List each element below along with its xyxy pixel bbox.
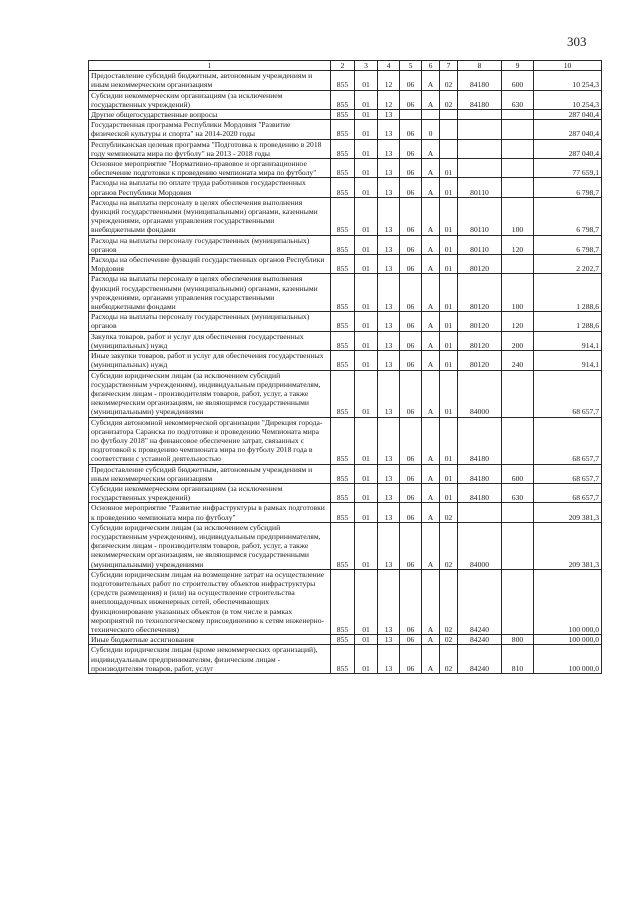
cell-main-activity: 01 — [440, 351, 458, 370]
cell-direction: 80120 — [458, 331, 502, 350]
cell-name: Расходы на обеспечение функций государственных органов Республики Мордовия — [89, 255, 331, 274]
table-row — [89, 312, 602, 331]
cell-direction: 84240 — [458, 645, 502, 674]
cell-subprogram: А — [422, 235, 440, 254]
cell-section: 01 — [355, 569, 378, 634]
cell-admin-code: 855 — [331, 464, 355, 483]
cell-direction: 84180 — [458, 464, 502, 483]
table-row — [89, 417, 602, 464]
cell-expense-type: 100 — [502, 274, 534, 312]
cell-direction: 80120 — [458, 351, 502, 370]
cell-name: Расходы на выплаты персоналу государственных (муниципальных) органов — [89, 312, 331, 331]
cell-subsection: 13 — [378, 274, 400, 312]
cell-subprogram: А — [422, 71, 440, 90]
table-header-row — [89, 61, 602, 71]
cell-subsection: 12 — [378, 71, 400, 90]
cell-name: Иные бюджетные ассигнования — [89, 635, 331, 645]
cell-main-activity: 02 — [440, 71, 458, 90]
cell-program: 06 — [400, 120, 422, 139]
table-row — [89, 635, 602, 645]
cell-expense-type: 120 — [502, 312, 534, 331]
cell-direction: 80120 — [458, 255, 502, 274]
cell-admin-code: 855 — [331, 139, 355, 158]
cell-section: 01 — [355, 235, 378, 254]
page-number: 303 — [567, 34, 587, 49]
table-row — [89, 370, 602, 417]
cell-name: Другие общегосударственные вопросы — [89, 110, 331, 120]
cell-main-activity: 02 — [440, 569, 458, 634]
cell-program: 06 — [400, 635, 422, 645]
cell-main-activity: 01 — [440, 331, 458, 350]
cell-name: Субсидии юридическим лицам (за исключением субсидий государственным учреждениям), индивидуальным предпринимателям, физическим лицам - производителям товаров, работ, услуг, а также некоммерческим организациям, не являющимся государственными (муниципальными) учреждениями — [89, 370, 331, 417]
cell-direction: 84240 — [458, 569, 502, 634]
header-cell-direction: 8 — [458, 61, 502, 71]
cell-main-activity: 01 — [440, 235, 458, 254]
cell-subprogram: А — [422, 197, 440, 235]
cell-main-activity: 01 — [440, 370, 458, 417]
table-row — [89, 178, 602, 197]
header-cell-subsection: 4 — [378, 61, 400, 71]
cell-section: 01 — [355, 255, 378, 274]
cell-main-activity: 02 — [440, 645, 458, 674]
cell-subprogram: А — [422, 139, 440, 158]
cell-amount: 6 798,7 — [534, 235, 602, 254]
cell-subsection: 13 — [378, 351, 400, 370]
cell-amount: 1 288,6 — [534, 274, 602, 312]
cell-direction: 84180 — [458, 483, 502, 502]
cell-subprogram: А — [422, 417, 440, 464]
cell-expense-type — [502, 417, 534, 464]
cell-amount: 68 657,7 — [534, 464, 602, 483]
cell-section: 01 — [355, 522, 378, 569]
cell-amount: 914,1 — [534, 351, 602, 370]
table-row — [89, 255, 602, 274]
cell-expense-type — [502, 139, 534, 158]
cell-program: 06 — [400, 255, 422, 274]
cell-subprogram: А — [422, 635, 440, 645]
cell-direction: 84240 — [458, 635, 502, 645]
cell-expense-type — [502, 522, 534, 569]
cell-section: 01 — [355, 159, 378, 178]
cell-program: 06 — [400, 483, 422, 502]
cell-admin-code: 855 — [331, 483, 355, 502]
cell-amount: 914,1 — [534, 331, 602, 350]
cell-section: 01 — [355, 417, 378, 464]
budget-table — [88, 60, 602, 674]
cell-program — [400, 110, 422, 120]
cell-name: Расходы на выплаты персоналу государственных (муниципальных) органов — [89, 235, 331, 254]
cell-section: 01 — [355, 120, 378, 139]
cell-subprogram: 0 — [422, 120, 440, 139]
cell-main-activity: 02 — [440, 90, 458, 109]
cell-name: Основное мероприятие "Развитие инфраструктуры в рамках подготовки к проведению чемпионата мира по футболу" — [89, 503, 331, 522]
header-cell-name: 1 — [89, 61, 331, 71]
cell-admin-code: 855 — [331, 90, 355, 109]
cell-subprogram: А — [422, 159, 440, 178]
cell-subprogram: А — [422, 464, 440, 483]
cell-expense-type: 810 — [502, 645, 534, 674]
cell-section: 01 — [355, 464, 378, 483]
cell-subsection: 13 — [378, 464, 400, 483]
cell-subsection: 13 — [378, 110, 400, 120]
table-row — [89, 139, 602, 158]
cell-subsection: 13 — [378, 255, 400, 274]
cell-subprogram: А — [422, 503, 440, 522]
cell-expense-type: 630 — [502, 483, 534, 502]
cell-amount: 68 657,7 — [534, 370, 602, 417]
cell-program: 06 — [400, 274, 422, 312]
cell-program: 06 — [400, 331, 422, 350]
cell-main-activity: 01 — [440, 312, 458, 331]
cell-admin-code: 855 — [331, 503, 355, 522]
cell-program: 06 — [400, 464, 422, 483]
cell-expense-type: 240 — [502, 351, 534, 370]
cell-amount: 100 000,0 — [534, 569, 602, 634]
cell-name: Республиканская целевая программа "Подготовка к проведению в 2018 году чемпионата мира по футболу" на 2013 - 2018 годы — [89, 139, 331, 158]
cell-subprogram: А — [422, 312, 440, 331]
cell-main-activity: 01 — [440, 197, 458, 235]
header-cell-section: 3 — [355, 61, 378, 71]
header-cell-program: 5 — [400, 61, 422, 71]
cell-name: Расходы на выплаты персоналу в целях обеспечения выполнения функций государственными (муниципальными) органами, казенными учреждениями, органами управления государственными внебюджетными фондами — [89, 274, 331, 312]
cell-subsection: 13 — [378, 197, 400, 235]
table-row — [89, 331, 602, 350]
cell-main-activity: 01 — [440, 483, 458, 502]
cell-direction: 84180 — [458, 90, 502, 109]
cell-subprogram: А — [422, 274, 440, 312]
cell-subprogram: А — [422, 351, 440, 370]
cell-direction: 80120 — [458, 274, 502, 312]
cell-amount: 68 657,7 — [534, 417, 602, 464]
cell-subsection: 13 — [378, 635, 400, 645]
table-row — [89, 120, 602, 139]
cell-section: 01 — [355, 312, 378, 331]
cell-admin-code: 855 — [331, 417, 355, 464]
cell-program: 06 — [400, 178, 422, 197]
table-row — [89, 569, 602, 634]
cell-name: Субсидии некоммерческим организациям (за исключением государственных учреждений) — [89, 483, 331, 502]
cell-section: 01 — [355, 351, 378, 370]
cell-section: 01 — [355, 71, 378, 90]
cell-subprogram: А — [422, 178, 440, 197]
cell-amount: 287 040,4 — [534, 110, 602, 120]
cell-admin-code: 855 — [331, 635, 355, 645]
cell-expense-type: 600 — [502, 71, 534, 90]
cell-program: 06 — [400, 645, 422, 674]
cell-subsection: 13 — [378, 522, 400, 569]
cell-program: 06 — [400, 569, 422, 634]
cell-direction: 84000 — [458, 370, 502, 417]
table-row — [89, 90, 602, 109]
cell-subprogram: А — [422, 255, 440, 274]
table-row — [89, 110, 602, 120]
cell-amount: 1 288,6 — [534, 312, 602, 331]
cell-name: Государственная программа Республики Мордовия "Развитие физической культуры и спорта" на 2014-2020 годы — [89, 120, 331, 139]
cell-expense-type — [502, 178, 534, 197]
table-row — [89, 71, 602, 90]
header-cell-main-activity: 7 — [440, 61, 458, 71]
cell-subprogram: А — [422, 645, 440, 674]
cell-section: 01 — [355, 645, 378, 674]
cell-expense-type — [502, 569, 534, 634]
cell-section: 01 — [355, 635, 378, 645]
table-row — [89, 483, 602, 502]
cell-section: 01 — [355, 110, 378, 120]
cell-program: 06 — [400, 370, 422, 417]
cell-program: 06 — [400, 159, 422, 178]
cell-expense-type — [502, 159, 534, 178]
cell-expense-type: 100 — [502, 197, 534, 235]
header-cell-admin-code: 2 — [331, 61, 355, 71]
cell-main-activity: 01 — [440, 274, 458, 312]
cell-subsection: 13 — [378, 159, 400, 178]
cell-program: 06 — [400, 312, 422, 331]
cell-amount: 77 659,1 — [534, 159, 602, 178]
cell-name: Субсидии некоммерческим организациям (за исключением государственных учреждений) — [89, 90, 331, 109]
cell-direction — [458, 159, 502, 178]
cell-subsection: 13 — [378, 139, 400, 158]
cell-direction — [458, 120, 502, 139]
cell-admin-code: 855 — [331, 178, 355, 197]
cell-subsection: 13 — [378, 312, 400, 331]
cell-expense-type — [502, 370, 534, 417]
cell-expense-type — [502, 120, 534, 139]
cell-main-activity — [440, 110, 458, 120]
cell-admin-code: 855 — [331, 235, 355, 254]
cell-direction: 80110 — [458, 197, 502, 235]
cell-program: 06 — [400, 197, 422, 235]
cell-amount: 100 000,0 — [534, 645, 602, 674]
cell-name: Расходы на выплаты персоналу в целях обеспечения выполнения функций государственными (муниципальными) органами, казенными учреждениями, органами управления государственными внебюджетными фондами — [89, 197, 331, 235]
table-row — [89, 522, 602, 569]
cell-subsection: 13 — [378, 569, 400, 634]
cell-amount: 2 202,7 — [534, 255, 602, 274]
cell-subsection: 13 — [378, 503, 400, 522]
cell-name: Субсидии юридическим лицам (кроме некоммерческих организаций), индивидуальным предпринимателям, физическим лицам - производителям товаров, работ, услуг — [89, 645, 331, 674]
cell-amount: 68 657,7 — [534, 483, 602, 502]
cell-subprogram: А — [422, 331, 440, 350]
cell-name: Предоставление субсидий бюджетным, автономным учреждениям и иным некоммерческим организациям — [89, 71, 331, 90]
table-row — [89, 159, 602, 178]
cell-section: 01 — [355, 331, 378, 350]
cell-admin-code: 855 — [331, 331, 355, 350]
header-cell-amount: 10 — [534, 61, 602, 71]
cell-subsection: 12 — [378, 90, 400, 109]
cell-expense-type: 600 — [502, 464, 534, 483]
cell-admin-code: 855 — [331, 274, 355, 312]
cell-subsection: 13 — [378, 178, 400, 197]
cell-admin-code: 855 — [331, 351, 355, 370]
cell-expense-type — [502, 110, 534, 120]
cell-program: 06 — [400, 351, 422, 370]
table-row — [89, 274, 602, 312]
cell-main-activity: 01 — [440, 417, 458, 464]
cell-direction: 80110 — [458, 235, 502, 254]
cell-program: 06 — [400, 522, 422, 569]
cell-subsection: 13 — [378, 483, 400, 502]
cell-program: 06 — [400, 139, 422, 158]
cell-subsection: 13 — [378, 235, 400, 254]
cell-program: 06 — [400, 90, 422, 109]
cell-direction: 80120 — [458, 312, 502, 331]
cell-admin-code: 855 — [331, 71, 355, 90]
header-cell-expense-type: 9 — [502, 61, 534, 71]
cell-admin-code: 855 — [331, 255, 355, 274]
cell-amount: 209 381,3 — [534, 522, 602, 569]
cell-subsection: 13 — [378, 645, 400, 674]
cell-amount: 287 040,4 — [534, 139, 602, 158]
table-row — [89, 197, 602, 235]
cell-subsection: 13 — [378, 331, 400, 350]
cell-admin-code: 855 — [331, 312, 355, 331]
cell-section: 01 — [355, 139, 378, 158]
cell-section: 01 — [355, 370, 378, 417]
cell-name: Предоставление субсидий бюджетным, автономным учреждениям и иным некоммерческим организациям — [89, 464, 331, 483]
cell-section: 01 — [355, 503, 378, 522]
cell-subprogram: А — [422, 569, 440, 634]
cell-amount: 100 000,0 — [534, 635, 602, 645]
cell-main-activity — [440, 120, 458, 139]
cell-main-activity: 01 — [440, 255, 458, 274]
cell-amount: 6 798,7 — [534, 197, 602, 235]
cell-main-activity: 01 — [440, 464, 458, 483]
cell-amount: 209 381,3 — [534, 503, 602, 522]
cell-subprogram: А — [422, 483, 440, 502]
cell-admin-code: 855 — [331, 197, 355, 235]
cell-section: 01 — [355, 483, 378, 502]
cell-expense-type: 120 — [502, 235, 534, 254]
cell-amount: 10 254,3 — [534, 71, 602, 90]
cell-expense-type — [502, 255, 534, 274]
cell-program: 06 — [400, 71, 422, 90]
cell-section: 01 — [355, 274, 378, 312]
cell-name: Субсидии юридическим лицам на возмещение затрат на осуществление подготовительных работ по строительству объектов инфраструктуры (средств размещения) и (или) на осуществление строительства внеплощадочных инженерных сетей, обеспечивающих функционирование указанных объектов (в том числе в рамках мероприятий по технологическому присоединению к сетям инженерно-технического обеспечения) — [89, 569, 331, 634]
cell-amount: 10 254,3 — [534, 90, 602, 109]
cell-subsection: 13 — [378, 417, 400, 464]
cell-section: 01 — [355, 197, 378, 235]
cell-admin-code: 855 — [331, 120, 355, 139]
cell-direction: 80110 — [458, 178, 502, 197]
cell-main-activity: 02 — [440, 522, 458, 569]
cell-subprogram: А — [422, 522, 440, 569]
cell-admin-code: 855 — [331, 370, 355, 417]
cell-main-activity: 02 — [440, 635, 458, 645]
cell-program: 06 — [400, 503, 422, 522]
table-row — [89, 351, 602, 370]
table-row — [89, 645, 602, 674]
cell-main-activity — [440, 139, 458, 158]
cell-direction: 84180 — [458, 71, 502, 90]
cell-main-activity: 01 — [440, 159, 458, 178]
cell-subprogram: А — [422, 370, 440, 417]
cell-admin-code: 855 — [331, 645, 355, 674]
cell-expense-type: 800 — [502, 635, 534, 645]
cell-section: 01 — [355, 178, 378, 197]
cell-program: 06 — [400, 235, 422, 254]
cell-section: 01 — [355, 90, 378, 109]
header-cell-subprogram: 6 — [422, 61, 440, 71]
cell-direction — [458, 110, 502, 120]
cell-admin-code: 855 — [331, 110, 355, 120]
cell-main-activity: 02 — [440, 503, 458, 522]
cell-name: Расходы на выплаты по оплате труда работников государственных органов Республики Мордовия — [89, 178, 331, 197]
cell-subprogram — [422, 110, 440, 120]
cell-program: 06 — [400, 417, 422, 464]
cell-name: Основное мероприятие "Нормативно-правовое и организационное обеспечение подготовки к проведению чемпионата мира по футболу" — [89, 159, 331, 178]
cell-subsection: 13 — [378, 120, 400, 139]
cell-admin-code: 855 — [331, 159, 355, 178]
cell-name: Субсидии юридическим лицам (за исключением субсидий государственным учреждениям), индивидуальным предпринимателям, физическим лицам - производителям товаров, работ, услуг, а также некоммерческим организациям, не являющимся государственными (муниципальными) учреждениями — [89, 522, 331, 569]
cell-admin-code: 855 — [331, 522, 355, 569]
table-row — [89, 464, 602, 483]
cell-subsection: 13 — [378, 370, 400, 417]
cell-amount: 6 798,7 — [534, 178, 602, 197]
cell-direction: 84000 — [458, 522, 502, 569]
cell-main-activity: 01 — [440, 178, 458, 197]
table-row — [89, 235, 602, 254]
cell-amount: 287 040,4 — [534, 120, 602, 139]
cell-subprogram: А — [422, 90, 440, 109]
cell-expense-type: 200 — [502, 331, 534, 350]
cell-direction — [458, 139, 502, 158]
cell-expense-type: 630 — [502, 90, 534, 109]
cell-direction: 84180 — [458, 417, 502, 464]
cell-direction — [458, 503, 502, 522]
cell-name: Субсидия автономной некоммерческой организации "Дирекция города-организатора Саранска по подготовке и проведению Чемпионата мира по футболу 2018" на финансовое обеспечение затрат, связанных с подготовкой к проведению чемпионата мира по футболу 2018 года в соответствии с уставной деятельностью — [89, 417, 331, 464]
cell-admin-code: 855 — [331, 569, 355, 634]
cell-expense-type — [502, 503, 534, 522]
cell-name: Иные закупки товаров, работ и услуг для обеспечения государственных (муниципальных) нужд — [89, 351, 331, 370]
cell-name: Закупка товаров, работ и услуг для обеспечения государственных (муниципальных) нужд — [89, 331, 331, 350]
table-row — [89, 503, 602, 522]
